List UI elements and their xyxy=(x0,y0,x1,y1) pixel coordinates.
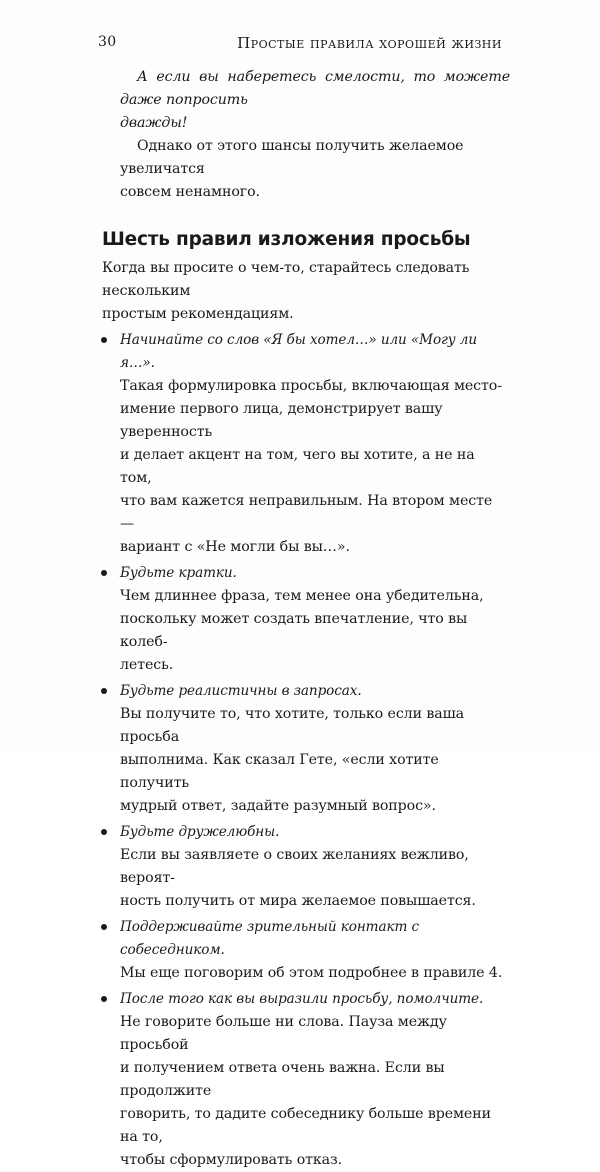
bullet-icon xyxy=(101,996,107,1002)
section-intro-line-1: Когда вы просите о чем-то, старайтесь следовать нескольким xyxy=(102,260,470,299)
rule-line: мудрый ответ, задайте разумный вопрос». xyxy=(120,798,436,814)
rule-text xyxy=(120,988,504,1172)
opening-italic-line-1: А если вы наберетесь смелости, то можете даже попросить xyxy=(120,69,510,108)
rule-line: Вы получите то, что хотите, только если ваша просьба xyxy=(120,706,465,745)
rule-line: Такая формулировка просьбы, включающая место- xyxy=(120,378,502,394)
opening-italic-paragraph xyxy=(120,66,510,135)
rule-item xyxy=(120,329,510,559)
bullet-icon xyxy=(101,829,107,835)
rule-text xyxy=(120,821,504,913)
rule-line: выполнима. Как сказал Гете, «если хотите получить xyxy=(120,752,439,791)
rule-title: Будьте кратки. xyxy=(120,565,237,581)
page-content xyxy=(102,66,510,1172)
rules-list xyxy=(120,329,510,1172)
section-intro xyxy=(102,257,510,326)
rule-text xyxy=(120,916,504,985)
rule-line: чтобы сформулировать отказ. xyxy=(120,1152,343,1168)
rule-title: Будьте дружелюбны. xyxy=(120,824,280,840)
rule-line: имение первого лица, демонстрирует вашу уверенность xyxy=(120,401,443,440)
opening-paragraph xyxy=(120,135,510,204)
page-number: 30 xyxy=(98,34,117,50)
rule-title: Поддерживайте зрительный контакт с собеседником. xyxy=(120,919,420,958)
rule-line: летесь. xyxy=(120,657,174,673)
bullet-icon xyxy=(101,337,107,343)
rule-line: вариант с «Не могли бы вы…». xyxy=(120,539,350,555)
rule-line: и делает акцент на том, чего вы хотите, а не на том, xyxy=(120,447,475,486)
rule-item xyxy=(120,680,510,818)
opening-para-line-2: совсем ненамного. xyxy=(120,184,260,200)
rule-line: ность получить от мира желаемое повышается. xyxy=(120,893,476,909)
rule-title: Начинайте со слов «Я бы хотел…» или «Могу ли я…». xyxy=(120,332,478,371)
rule-title: После того как вы выразили просьбу, помолчите. xyxy=(120,991,484,1007)
rule-title: Будьте реалистичны в запросах. xyxy=(120,683,362,699)
bullet-icon xyxy=(101,688,107,694)
rule-item xyxy=(120,562,510,677)
rule-item xyxy=(120,916,510,985)
section-intro-line-2: простым рекомендациям. xyxy=(102,306,294,322)
rule-item xyxy=(120,988,510,1172)
rule-line: поскольку может создать впечатление, что вы колеб- xyxy=(120,611,468,650)
rule-line: что вам кажется неправильным. На втором месте — xyxy=(120,493,493,532)
rule-line: и получением ответа очень важна. Если вы продолжите xyxy=(120,1060,445,1099)
rule-text xyxy=(120,680,504,818)
rule-line: Если вы заявляете о своих желаниях вежливо, вероят- xyxy=(120,847,469,886)
bullet-icon xyxy=(101,924,107,930)
book-title: Простые правила хорошей жизни xyxy=(237,34,502,52)
bullet-icon xyxy=(101,570,107,576)
rule-text xyxy=(120,329,504,559)
opening-italic-line-2: дважды! xyxy=(120,115,188,131)
rule-text xyxy=(120,562,504,677)
rule-line: говорить, то дадите собеседнику больше времени на то, xyxy=(120,1106,491,1145)
rule-line: Не говорите больше ни слова. Пауза между просьбой xyxy=(120,1014,447,1053)
rule-line: Чем длиннее фраза, тем менее она убедительна, xyxy=(120,588,484,604)
running-head xyxy=(98,34,502,54)
rule-line: Мы еще поговорим об этом подробнее в правиле 4. xyxy=(120,965,503,981)
section-heading: Шесть правил изложения просьбы xyxy=(102,229,471,250)
rule-item xyxy=(120,821,510,913)
opening-para-line-1: Однако от этого шансы получить желаемое увеличатся xyxy=(120,138,464,177)
